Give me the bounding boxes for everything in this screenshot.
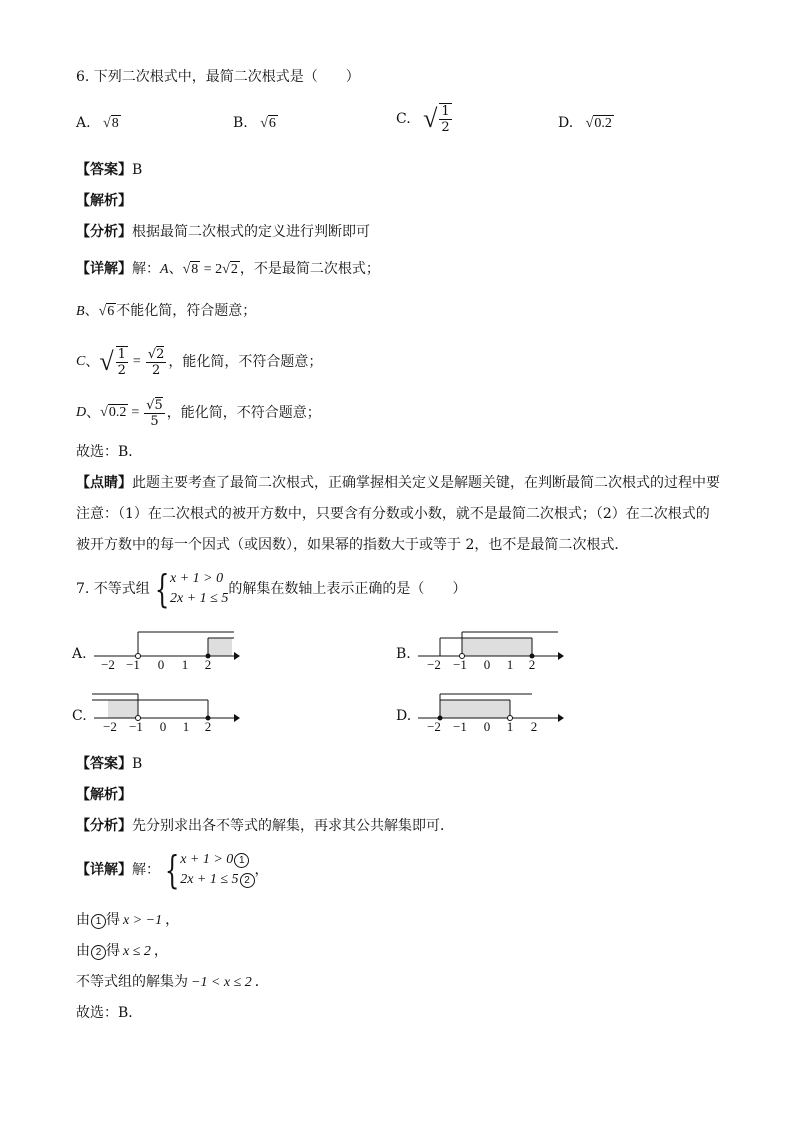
q6-dianjing-2: 注意：（1）在二次根式的被开方数中，只要含有分数或小数，就不是最简二次根式；（2）在二次根式的 <box>76 506 710 522</box>
q7-option-b-numberline <box>412 628 562 670</box>
fraction-denominator: 2 <box>117 363 126 378</box>
fenxi-text: 根据最简二次根式的定义进行判断即可 <box>132 224 370 240</box>
option-letter: B. <box>233 115 248 131</box>
radicand: 2 <box>230 262 238 277</box>
tick-label: 0 <box>483 719 491 734</box>
tick-label: −2 <box>427 657 441 672</box>
shaded-region <box>440 700 510 718</box>
shaded-region <box>108 700 138 718</box>
q7-option-c-numberline <box>88 690 238 732</box>
q6-option-c: C. √ $\frac{1}{2}$ <box>396 104 450 135</box>
q7-fenxi <box>76 817 454 835</box>
tick-label: 2 <box>528 657 536 672</box>
tick-label: 1 <box>506 657 514 672</box>
option-ref: C <box>76 354 86 369</box>
step-math: x > −1 <box>123 913 163 928</box>
q7-option-c-letter: C. <box>72 708 87 724</box>
q6-analysis-tag: 【解析】 <box>76 193 132 209</box>
axis-arrow-icon <box>234 652 240 660</box>
q6-option-b: B. √6 <box>233 115 276 131</box>
q6-xiangjie-c: C、√ $\frac{1}{2}$ = $\frac{√2}{2}$ ，能化简，不符合题意； <box>76 346 323 378</box>
separator: 、 <box>168 261 183 277</box>
option-ref: B <box>76 304 85 319</box>
conclusion: ，不是最简二次根式； <box>239 261 380 277</box>
brace-icon: { <box>164 848 180 892</box>
tick-label: −2 <box>427 719 441 734</box>
q6-choose: 故选：B． <box>76 444 143 460</box>
tick-label: 1 <box>182 719 190 734</box>
equals-sign: = <box>132 354 141 369</box>
q6-dianjing-3: 被开方数中的每一个因式（或因数），如果幂的指数大于或等于 2，也不是最简二次根式． <box>76 537 629 553</box>
step-prefix: 不等式组的解集为 <box>76 974 188 990</box>
fraction-numerator: 2 <box>156 346 165 362</box>
inequality-2: 2x + 1 ≤ 5 <box>170 591 229 606</box>
radicand: 8 <box>111 116 119 131</box>
tick-label: 0 <box>157 657 165 672</box>
tick-label: −1 <box>129 719 143 734</box>
solution-prefix: 解： <box>132 862 160 878</box>
tick-label: −1 <box>453 657 467 672</box>
fraction-denominator: 2 <box>441 120 450 135</box>
conclusion: ，能化简，不符合题意； <box>168 354 323 370</box>
q7-option-a-letter: A. <box>72 646 87 662</box>
q7-step-2 <box>76 942 168 961</box>
axis-arrow-icon <box>234 714 240 722</box>
inequality-2: 2x + 1 ≤ 5 <box>180 872 239 887</box>
fenxi-tag: 【分析】 <box>76 818 132 834</box>
tick-label: −1 <box>126 657 140 672</box>
inequality-1: x + 1 > 0 <box>170 571 224 586</box>
radicand: 6 <box>107 304 115 319</box>
q7-option-a-numberline <box>88 628 238 670</box>
q7-choose: 故选：B． <box>76 1005 143 1021</box>
q6-option-a: A. √8 <box>76 115 119 131</box>
inequality-1: x + 1 > 0 <box>180 852 234 867</box>
circled-number: 2 <box>91 945 106 960</box>
answer-value: B <box>132 162 143 178</box>
option-ref: D <box>76 405 87 420</box>
q7-step-1 <box>76 911 179 930</box>
conclusion: 不能化简，符合题意； <box>116 303 257 319</box>
tick-label: −2 <box>101 657 115 672</box>
stem-prefix: 7. 不等式组 <box>76 581 150 597</box>
radicand: 6 <box>268 116 276 131</box>
dianjing-tag: 【点睛】 <box>76 475 132 491</box>
shaded-region <box>462 638 532 656</box>
dianjing-text: 此题主要考查了最简二次根式，正确掌握相关定义是解题关键，在判断最简二次根式的过程中要 <box>132 475 720 491</box>
axis-arrow-icon <box>558 652 564 660</box>
fraction-numerator: 1 <box>441 104 450 119</box>
circled-number: 2 <box>240 873 255 888</box>
tick-label: 0 <box>159 719 167 734</box>
option-ref: A <box>160 262 169 277</box>
q6-answer <box>76 161 142 179</box>
q6-xiangjie-a: 【详解】解：A、√8 = 2√2 ，不是最简二次根式； <box>76 261 380 277</box>
equals-text: = 2 <box>200 262 223 277</box>
q6-xiangjie-b: B、√6 不能化简，符合题意； <box>76 303 257 319</box>
fraction-denominator: 2 <box>151 362 161 378</box>
q6-fenxi <box>76 223 370 241</box>
q7-xiangjie <box>76 848 269 892</box>
q7-option-b-letter: B. <box>396 646 411 662</box>
xiangjie-tag: 【详解】 <box>76 261 132 277</box>
q7-analysis-tag: 【解析】 <box>76 787 132 803</box>
tick-label: 1 <box>181 657 189 672</box>
option-letter: D. <box>558 115 574 131</box>
punctuation: ， <box>165 912 180 928</box>
fraction-numerator: 5 <box>154 397 163 413</box>
fraction-numerator: 1 <box>117 347 126 362</box>
radicand: 0.2 <box>108 405 127 420</box>
conclusion: ，能化简，不符合题意； <box>166 405 321 421</box>
q7-stem <box>76 568 466 610</box>
circled-number: 1 <box>91 914 106 929</box>
fenxi-tag: 【分析】 <box>76 224 132 240</box>
step-mid: 得 <box>106 912 120 928</box>
separator: 、 <box>85 354 100 370</box>
answer-value: B <box>132 756 143 772</box>
option-letter: A. <box>76 115 91 131</box>
option-letter: C. <box>396 111 411 127</box>
xiangjie-tag: 【详解】 <box>76 862 132 878</box>
step-mid: 得 <box>106 943 120 959</box>
punctuation: ， <box>153 943 168 959</box>
circled-number: 1 <box>234 853 249 868</box>
brace-icon: { <box>154 567 170 611</box>
step-math: −1 < x ≤ 2 <box>191 975 252 990</box>
answer-tag: 【答案】 <box>76 162 132 178</box>
step-prefix: 由 <box>76 943 90 959</box>
q7-option-d-numberline <box>412 690 562 732</box>
punctuation: ． <box>254 974 269 990</box>
tick-label: −2 <box>103 719 117 734</box>
q7-option-d-letter: D. <box>396 708 412 724</box>
q7-step-3 <box>76 973 269 992</box>
solution-prefix: 解： <box>132 261 160 277</box>
separator: 、 <box>84 303 99 319</box>
tick-label: 2 <box>530 719 538 734</box>
axis-arrow-icon <box>558 714 564 722</box>
tick-label: 0 <box>483 657 491 672</box>
tick-label: −1 <box>453 719 467 734</box>
radicand: 8 <box>191 262 199 277</box>
answer-tag: 【答案】 <box>76 756 132 772</box>
q6-dianjing-1 <box>76 474 720 492</box>
step-prefix: 由 <box>76 912 90 928</box>
q6-stem: 6. 下列二次根式中，最简二次根式是（ ） <box>76 69 360 85</box>
q6-option-d: D. √0.2 <box>558 115 612 131</box>
step-math: x ≤ 2 <box>123 944 151 959</box>
fenxi-text: 先分别求出各不等式的解集，再求其公共解集即可． <box>132 818 454 834</box>
tick-label: 1 <box>506 719 514 734</box>
q7-answer <box>76 755 142 773</box>
punctuation: ， <box>254 862 269 878</box>
q6-xiangjie-d: D、√0.2 = $\frac{√5}{5}$ ，能化简，不符合题意； <box>76 397 321 429</box>
equals-sign: = <box>131 405 140 420</box>
separator: 、 <box>86 405 101 421</box>
fraction-denominator: 5 <box>150 413 159 429</box>
tick-label: 2 <box>204 719 212 734</box>
radicand: 0.2 <box>594 116 612 131</box>
stem-suffix: 的解集在数轴上表示正确的是（ ） <box>228 581 467 597</box>
shaded-region <box>208 638 232 656</box>
tick-label: 2 <box>204 657 212 672</box>
